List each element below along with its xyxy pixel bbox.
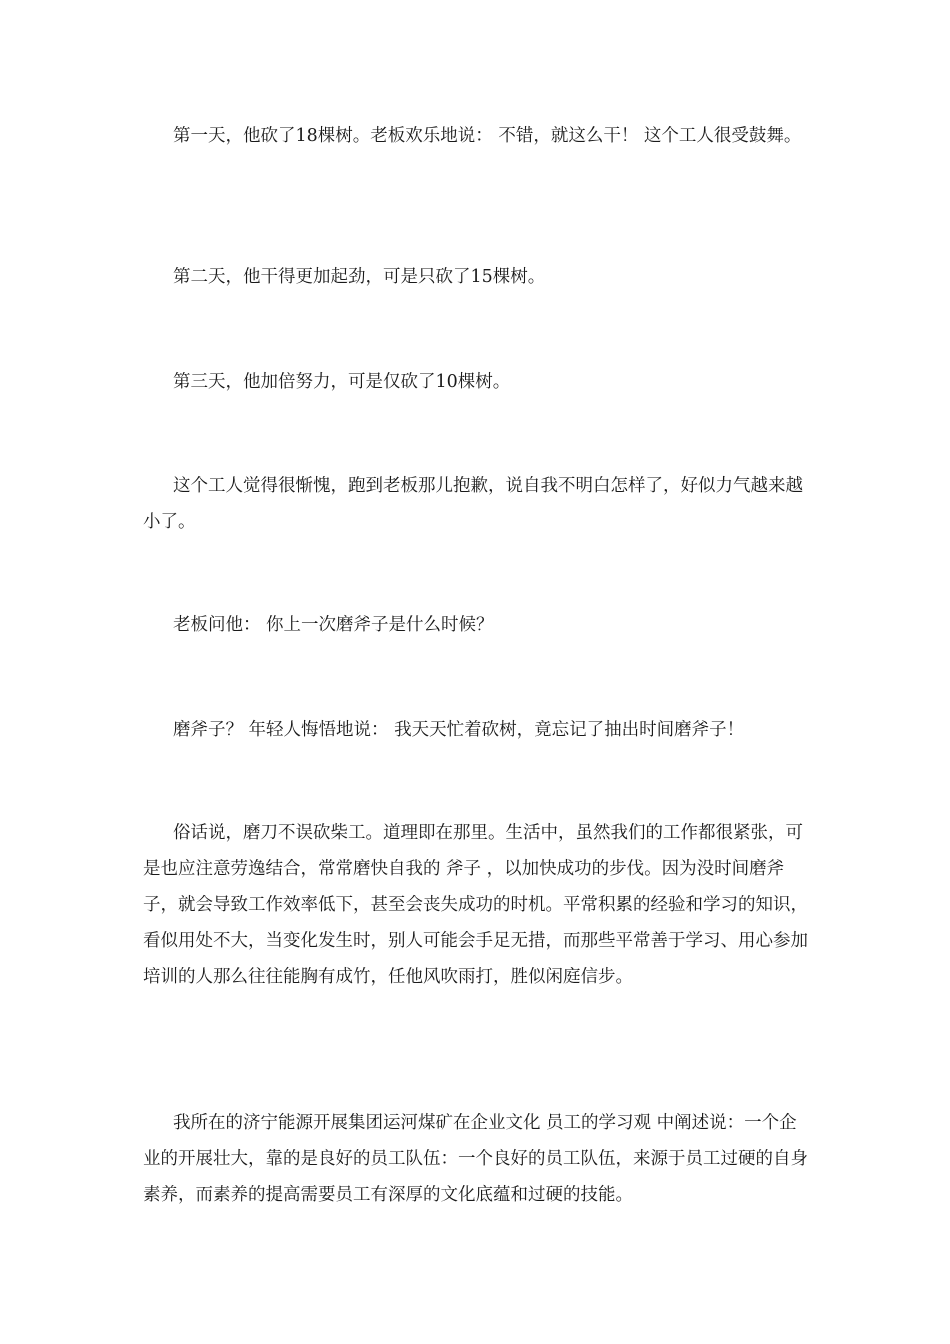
paragraph-day-two: 第二天，他干得更加起劲，可是只砍了15棵树。 (173, 267, 546, 287)
paragraph-company-culture: 我所在的济宁能源开展集团运河煤矿在企业文化 员工的学习观 中阐述说：一个企业的开展壮大，靠的是良好的员工队伍：一个良好的员工队伍，来源于员工过硬的自身素养，而素养的提高需要员工有深厚的文化底蕴和过硬的技能。 (143, 1113, 808, 1205)
paragraph-proverb-reflection: 俗话说，磨刀不误砍柴工。道理即在那里。生活中，虽然我们的工作都很紧张，可是也应注意劳逸结合，常常磨快自我的 斧子 ，以加快成功的步伐。因为没时间磨斧子，就会导致工作效率低下，甚至会丧失成功的时机。平常积累的经验和学习的知识，看似用处不大，当变化发生时，别人可能会手足无措，而那些平常善于学习、用心参加培训的人那么往往能胸有成竹，任他风吹雨打，胜似闲庭信步。 (143, 823, 808, 987)
paragraph-young-man-realization: 磨斧子？ 年轻人悔悟地说： 我天天忙着砍树，竟忘记了抽出时间磨斧子！ (173, 720, 745, 740)
paragraph-day-one: 第一天，他砍了18棵树。老板欢乐地说： 不错，就这么干！ 这个工人很受鼓舞。 (173, 126, 802, 146)
paragraph-day-three: 第三天，他加倍努力，可是仅砍了10棵树。 (173, 372, 511, 392)
paragraph-boss-question: 老板问他： 你上一次磨斧子是什么时候？ (173, 615, 494, 635)
paragraph-worker-apology: 这个工人觉得很惭愧，跑到老板那儿抱歉，说自我不明白怎样了，好似力气越来越小了。 (143, 476, 803, 532)
